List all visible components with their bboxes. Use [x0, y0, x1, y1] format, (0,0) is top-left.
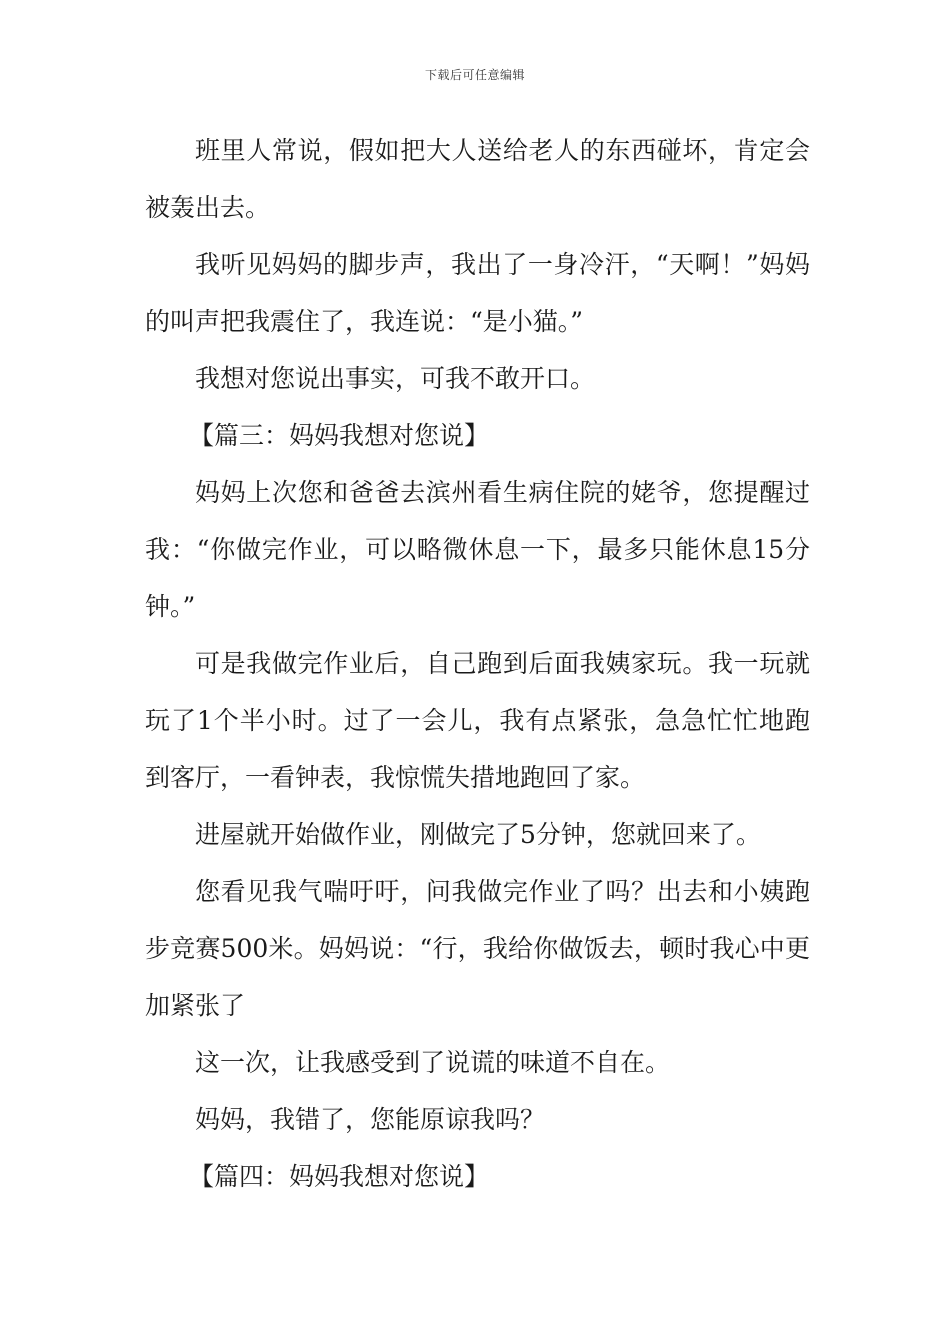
page-header: 下载后可任意编辑 — [424, 68, 525, 82]
paragraph: 可是我做完作业后，自己跑到后面我姨家玩。我一玩就玩了1个半小时。过了一会儿，我有点紧张，急急忙忙地跑到客厅，一看钟表，我惊慌失措地跑回了家。 — [145, 649, 810, 792]
paragraph: 进屋就开始做作业，刚做完了5分钟，您就回来了。 — [195, 820, 761, 849]
paragraph: 妈妈，我错了，您能原谅我吗？ — [195, 1105, 546, 1134]
document-body — [145, 122, 810, 1205]
paragraph: 班里人常说，假如把大人送给老人的东西碰坏，肯定会被轰出去。 — [145, 136, 810, 222]
paragraph: 这一次，让我感受到了说谎的味道不自在。 — [195, 1048, 671, 1077]
paragraph: 我想对您说出事实，可我不敢开口。 — [195, 364, 596, 393]
section-heading: 【篇四：妈妈我想对您说】 — [189, 1162, 490, 1191]
paragraph: 我听见妈妈的脚步声，我出了一身冷汗，“天啊！”妈妈的叫声把我震住了，我连说：“是小猫。” — [145, 250, 810, 336]
paragraph: 您看见我气喘吁吁，问我做完作业了吗？出去和小姨跑步竞赛500米。妈妈说：“行，我给你做饭去，顿时我心中更加紧张了 — [145, 877, 810, 1020]
section-heading: 【篇三：妈妈我想对您说】 — [189, 421, 490, 450]
paragraph: 妈妈上次您和爸爸去滨州看生病住院的姥爷，您提醒过我：“你做完作业，可以略微休息一下，最多只能休息15分钟。” — [145, 478, 810, 621]
